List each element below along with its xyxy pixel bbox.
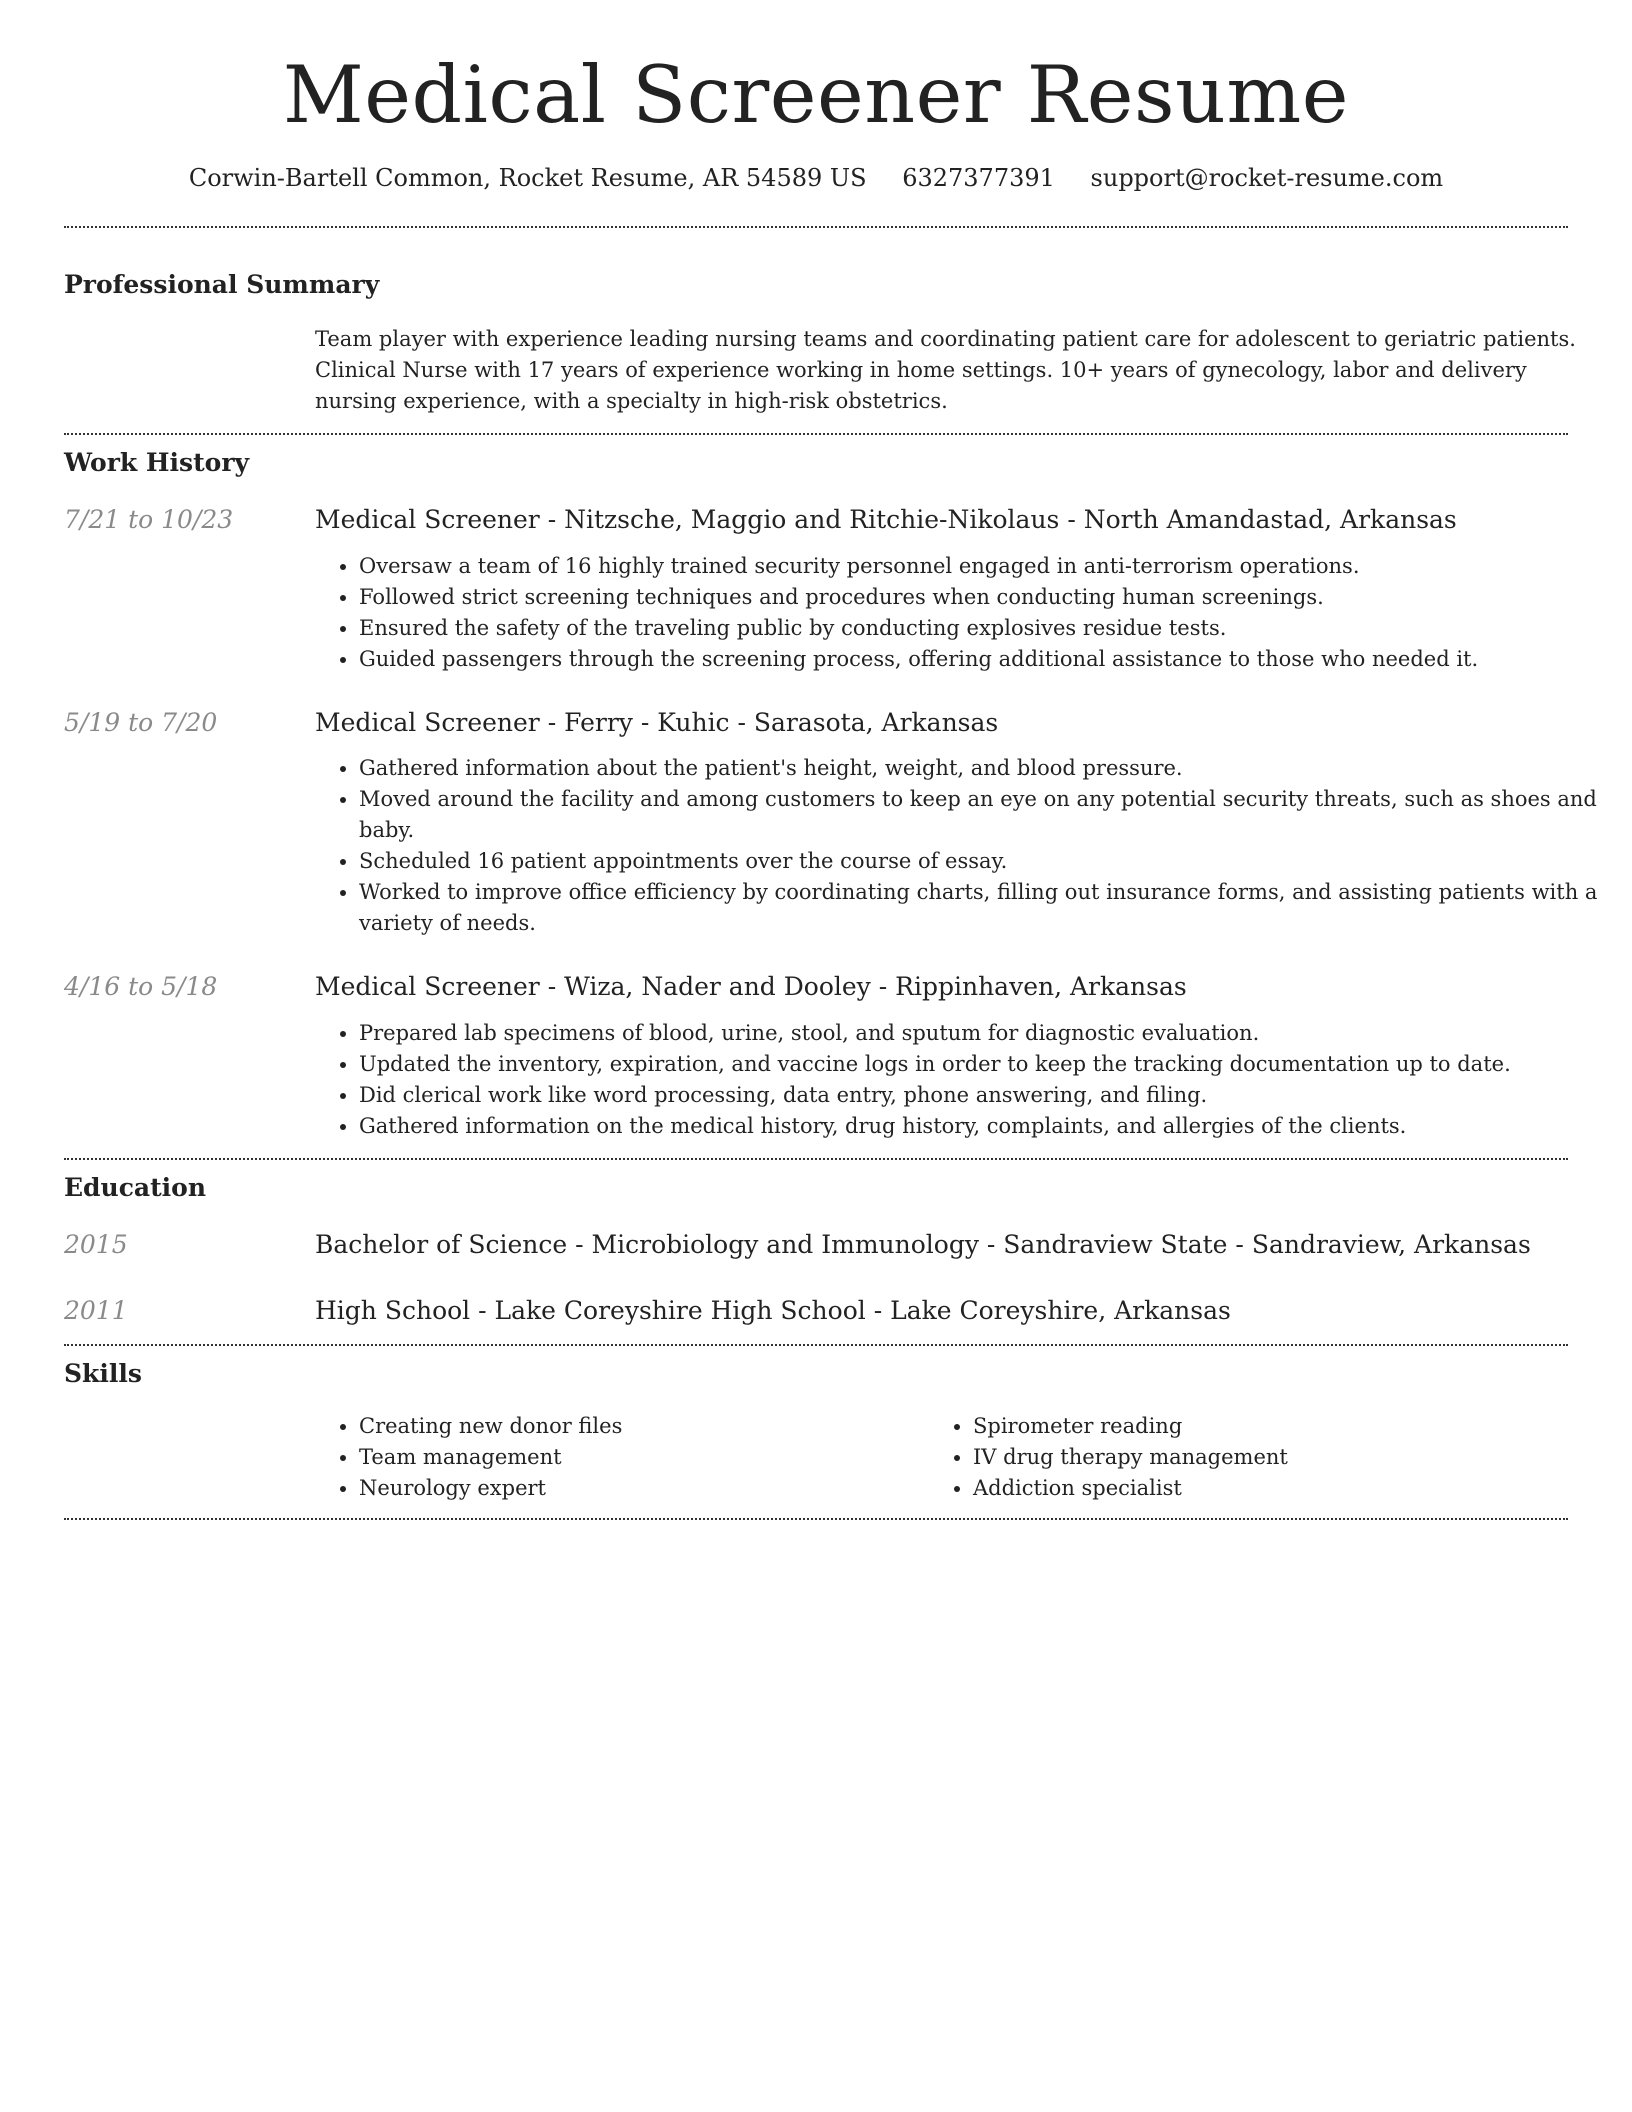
education-year: 2011 [64,1296,128,1326]
divider [64,433,1568,435]
list-item: • Spirometer reading [973,1411,1563,1442]
list-item: • Ensured the safety of the traveling public by conducting explosives residue tests. [359,613,1609,644]
education-year: 2015 [64,1229,128,1259]
work-bullets [315,551,1609,675]
divider [64,1344,1568,1346]
skills-list-right [929,1411,1563,1504]
section-heading-skills: Skills [64,1358,142,1388]
list-item: • IV drug therapy management [973,1442,1563,1473]
list-item: • Team management [359,1442,929,1473]
list-item: • Neurology expert [359,1473,929,1504]
list-item: • Did clerical work like word processing, data entry, phone answering, and filing. [359,1080,1609,1111]
skills-list-left [315,1411,929,1504]
list-item: • Gathered information on the medical history, drug history, complaints, and allergies of the clients. [359,1111,1609,1142]
education-entry [64,1295,1568,1328]
list-item: • Moved around the facility and among customers to keep an eye on any potential security threats, such as shoes and baby. [359,784,1609,846]
work-role: Medical Screener - Ferry - Kuhic - Sarasota, Arkansas [315,707,999,737]
divider [64,1158,1568,1160]
contact-address: Corwin-Bartell Common, Rocket Resume, AR 54589 US [188,163,867,192]
divider [64,226,1568,228]
work-dates: 7/21 to 10/23 [64,505,234,535]
contact-line [64,163,1568,194]
work-entry [64,971,1568,1142]
work-dates: 4/16 to 5/18 [64,972,218,1002]
skills-section [64,1359,1568,1518]
list-item: • Addiction specialist [973,1473,1563,1504]
contact-phone: 6327377391 [902,163,1055,192]
list-item: • Scheduled 16 patient appointments over the course of essay. [359,846,1609,877]
list-item: • Prepared lab specimens of blood, urine, stool, and sputum for diagnostic evaluation. [359,1018,1609,1049]
list-item: • Guided passengers through the screening process, offering additional assistance to those who needed it. [359,644,1609,675]
work-entry [64,504,1568,675]
work-entry [64,707,1598,940]
work-bullets [315,753,1609,939]
education-section [64,1173,1568,1344]
education-degree: Bachelor of Science - Microbiology and Immunology - Sandraview State - Sandraview, Arkansas [315,1229,1531,1259]
divider [64,1518,1568,1520]
list-item: • Creating new donor files [359,1411,929,1442]
section-heading-education: Education [64,1172,207,1202]
summary-text: Team player with experience leading nursing teams and coordinating patient care for adolescent to geriatric patients. Clinical Nurse with 17 years of experience working in home settings. 10+ years of gynecology, labor and delivery nursing experience, with a specialty in high-risk obstetrics. [315,327,1576,414]
work-role: Medical Screener - Nitzsche, Maggio and Ritchie-Nikolaus - North Amandastad, Arkansas [315,505,1457,535]
professional-summary-section [64,270,1576,417]
list-item: • Gathered information about the patient's height, weight, and blood pressure. [359,753,1609,784]
list-item: • Followed strict screening techniques and procedures when conducting human screenings. [359,582,1609,613]
work-role: Medical Screener - Wiza, Nader and Dooley - Rippinhaven, Arkansas [315,972,1187,1002]
section-heading-summary: Professional Summary [64,270,380,300]
contact-email: support@rocket-resume.com [1090,163,1444,192]
work-history-section [64,448,1598,1158]
list-item: • Oversaw a team of 16 highly trained security personnel engaged in anti-terrorism operations. [359,551,1609,582]
education-degree: High School - Lake Coreyshire High School - Lake Coreyshire, Arkansas [315,1296,1231,1326]
education-entry [64,1229,1568,1262]
list-item: • Updated the inventory, expiration, and vaccine logs in order to keep the tracking documentation up to date. [359,1049,1609,1080]
work-dates: 5/19 to 7/20 [64,707,218,737]
list-item: • Worked to improve office efficiency by coordinating charts, filling out insurance forms, and assisting patients with a variety of needs. [359,877,1609,939]
resume-title: Medical Screener Resume [282,49,1350,141]
skills-columns [315,1411,1568,1518]
section-heading-work: Work History [64,448,250,478]
work-bullets [315,1018,1609,1142]
